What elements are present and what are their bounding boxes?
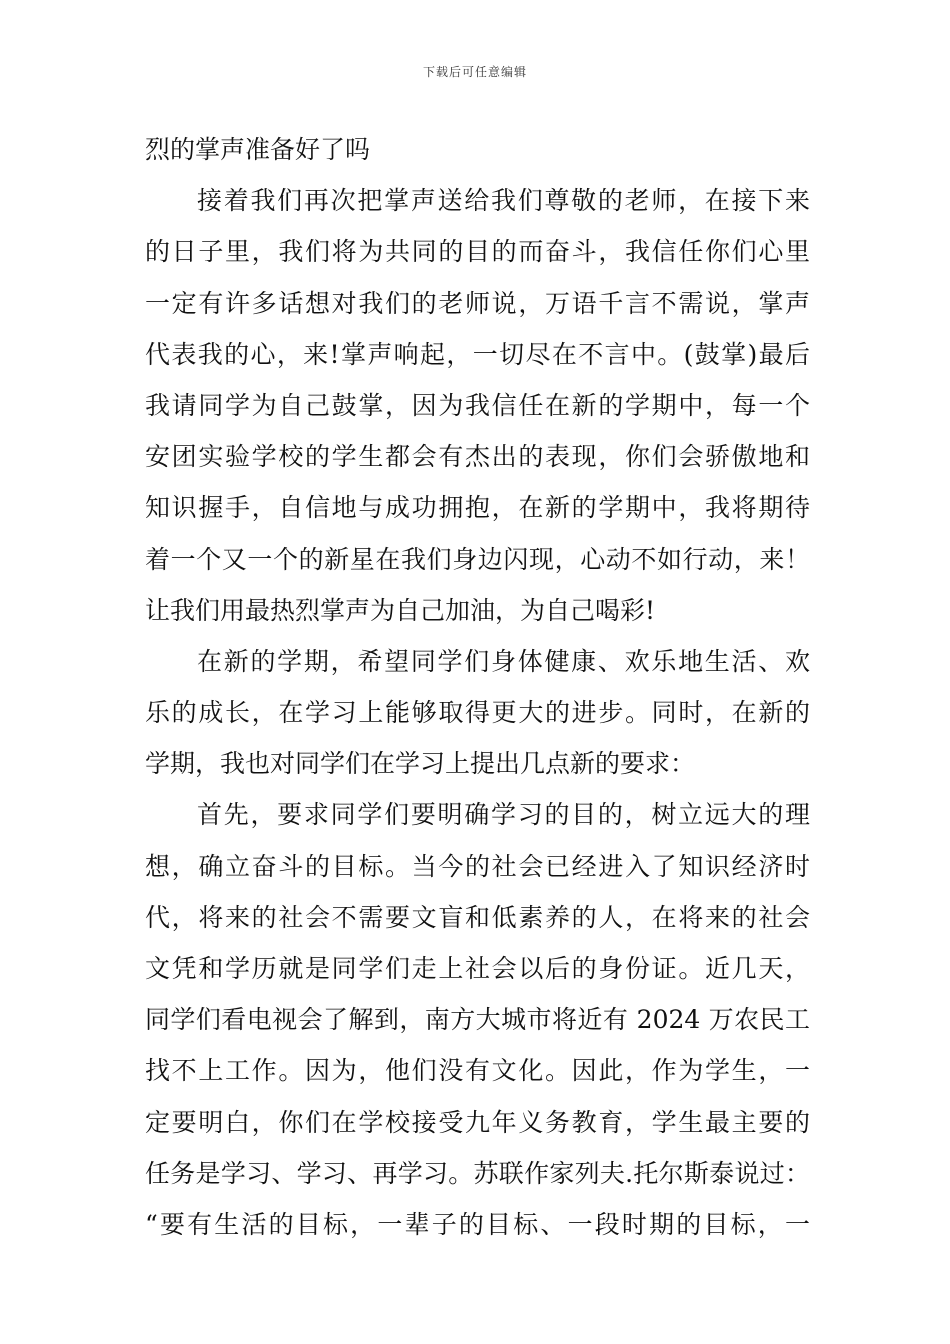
text-line-6: 我请同学为自己鼓掌，因为我信任在新的学期中，每一个 (145, 390, 810, 420)
text-line-1: 烈的掌声准备好了吗 (145, 135, 371, 164)
text-line-12: 乐的成长，在学习上能够取得更大的进步。同时，在新的 (145, 698, 810, 728)
text-line-13: 学期，我也对同学们在学习上提出几点新的要求： (145, 749, 696, 779)
text-line-7: 安团实验学校的学生都会有杰出的表现，你们会骄傲地和 (145, 442, 810, 472)
text-line-9: 着一个又一个的新星在我们身边闪现，心动不如行动，来！ (145, 544, 810, 574)
text-line-16: 代，将来的社会不需要文盲和低素养的人，在将来的社会 (145, 902, 810, 932)
text-line-2: 接着我们再次把掌声送给我们尊敬的老师，在接下来 (197, 186, 810, 216)
text-line-3: 的日子里，我们将为共同的目的而奋斗，我信任你们心里 (145, 237, 810, 267)
text-line-8: 知识握手，自信地与成功拥抱，在新的学期中，我将期待 (145, 493, 810, 523)
text-line-18: 同学们看电视会了解到，南方大城市将近有 2024 万农民工 (145, 1005, 810, 1035)
text-line-19: 找不上工作。因为，他们没有文化。因此，作为学生，一 (145, 1056, 810, 1086)
text-line-22: “要有生活的目标，一辈子的目标、一段时期的目标，一 (145, 1209, 810, 1239)
text-line-14: 首先，要求同学们要明确学习的目的，树立远大的理 (197, 800, 810, 830)
text-line-20: 定要明白，你们在学校接受九年义务教育，学生最主要的 (145, 1107, 810, 1137)
text-line-11: 在新的学期，希望同学们身体健康、欢乐地生活、欢 (197, 646, 810, 676)
text-line-21: 任务是学习、学习、再学习。苏联作家列夫.托尔斯泰说过： (145, 1158, 810, 1188)
text-line-10: 让我们用最热烈掌声为自己加油，为自己喝彩! (145, 595, 656, 625)
text-line-15: 想，确立奋斗的目标。当今的社会已经进入了知识经济时 (145, 851, 810, 881)
text-line-5: 代表我的心，来!掌声响起，一切尽在不言中。(鼓掌)最后 (145, 339, 810, 369)
text-line-17: 文凭和学历就是同学们走上社会以后的身份证。近几天， (145, 954, 810, 983)
page-header: 下载后可任意编辑 (422, 65, 527, 79)
document-body (145, 124, 810, 1250)
text-line-4: 一定有许多话想对我们的老师说，万语千言不需说，掌声 (145, 288, 810, 318)
